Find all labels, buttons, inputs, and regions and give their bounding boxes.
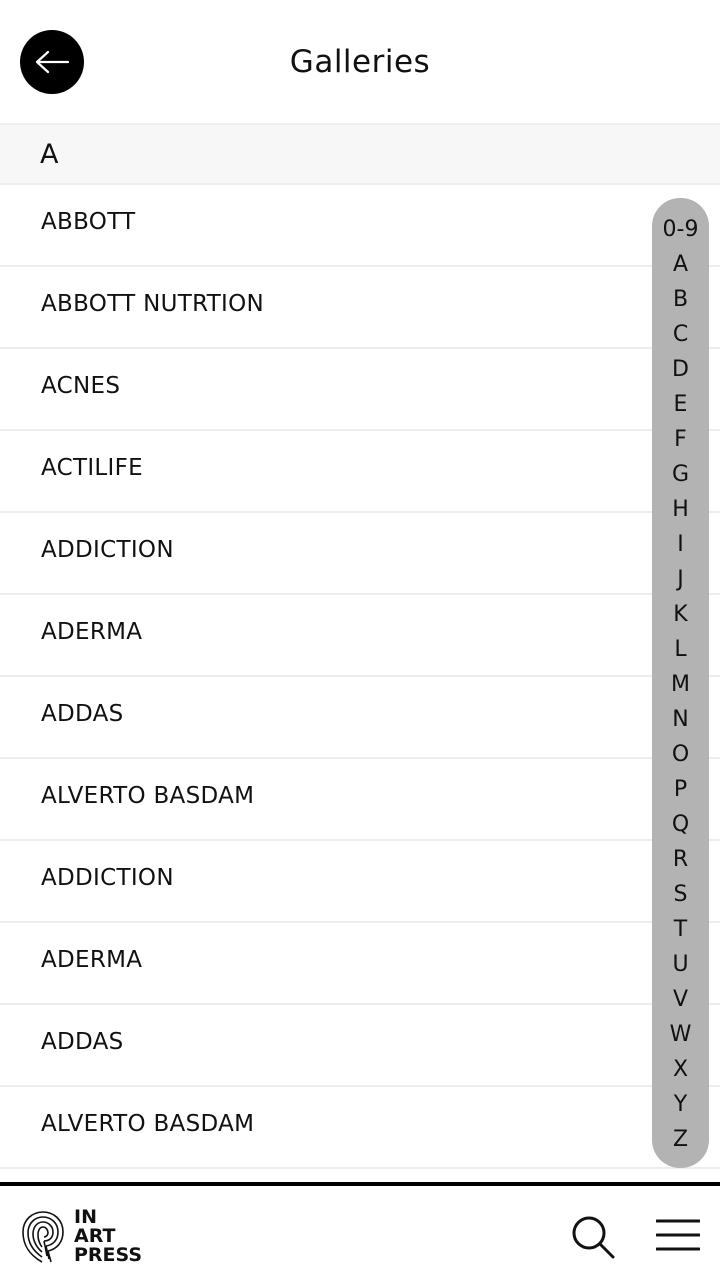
index-letter[interactable]: N (672, 707, 689, 732)
index-letter[interactable]: A (672, 252, 689, 277)
list-item[interactable] (0, 349, 720, 431)
index-letter[interactable]: K (673, 602, 688, 627)
index-letter[interactable]: Y (673, 1092, 688, 1117)
list-item[interactable] (0, 1087, 720, 1169)
list-item[interactable] (0, 431, 720, 513)
index-letter[interactable]: J (677, 567, 684, 592)
list-item-label: ABBOTT NUTRTION (41, 291, 265, 317)
index-letter[interactable]: O (671, 742, 690, 767)
list-item-label: ACTILIFE (41, 455, 143, 481)
index-letter[interactable]: H (672, 497, 689, 522)
index-letter[interactable]: R (672, 847, 689, 872)
logo-line: ART (74, 1225, 116, 1247)
page-title: Galleries (289, 44, 431, 80)
list-item[interactable] (0, 267, 720, 349)
list-item-label: ADDICTION (41, 537, 174, 563)
list-item-label: ABBOTT (41, 209, 136, 235)
menu-button[interactable] (656, 1218, 700, 1252)
section-letter: A (40, 139, 59, 170)
index-letter[interactable]: X (672, 1057, 689, 1082)
list-item[interactable] (0, 1005, 720, 1087)
list-item[interactable] (0, 595, 720, 677)
search-button[interactable] (570, 1214, 616, 1260)
hamburger-menu-icon (656, 1218, 700, 1252)
list-item-label: ALVERTO BASDAM (41, 1111, 255, 1137)
list-item-label: ADDAS (41, 701, 124, 727)
search-icon (570, 1214, 616, 1260)
list-item-label: ADDAS (41, 1029, 124, 1055)
index-letter[interactable]: Q (671, 812, 690, 837)
index-letter[interactable]: F (674, 427, 687, 452)
index-letter[interactable]: I (677, 532, 684, 557)
index-letter[interactable]: T (673, 917, 688, 942)
inartpress-logo-icon[interactable] (20, 1208, 70, 1264)
index-letter[interactable]: M (671, 672, 690, 697)
brand-wordmark[interactable] (74, 1208, 142, 1265)
list-item-label: ADERMA (41, 947, 143, 973)
index-letter[interactable]: S (673, 882, 688, 907)
list-item[interactable] (0, 513, 720, 595)
index-letter[interactable]: P (673, 777, 688, 802)
index-letter[interactable]: G (671, 462, 690, 487)
list-item-label: ACNES (41, 373, 121, 399)
index-letter[interactable]: V (672, 987, 689, 1012)
index-letter[interactable]: U (672, 952, 689, 977)
index-letter[interactable]: C (672, 322, 689, 347)
list-item-label: ADERMA (41, 619, 143, 645)
index-letter[interactable]: D (672, 357, 689, 382)
section-header (0, 125, 720, 185)
alphabet-index-bar[interactable] (652, 198, 709, 1168)
index-letter[interactable]: L (674, 637, 687, 662)
index-letter[interactable]: 0-9 (662, 217, 699, 242)
list-item[interactable] (0, 841, 720, 923)
index-letter[interactable]: E (673, 392, 688, 417)
bottom-bar (0, 1182, 720, 1280)
header (0, 0, 720, 125)
index-letter[interactable]: Z (672, 1127, 689, 1152)
list-item-label: ALVERTO BASDAM (41, 783, 255, 809)
logo-line: IN (74, 1206, 97, 1228)
index-letter[interactable]: B (672, 287, 689, 312)
list-item[interactable] (0, 677, 720, 759)
list-item[interactable] (0, 759, 720, 841)
index-letter[interactable]: W (669, 1022, 692, 1047)
gallery-list (0, 185, 720, 1169)
list-item[interactable] (0, 185, 720, 267)
list-item-label: ADDICTION (41, 865, 174, 891)
list-item[interactable] (0, 923, 720, 1005)
logo-line: PRESS (74, 1244, 143, 1266)
